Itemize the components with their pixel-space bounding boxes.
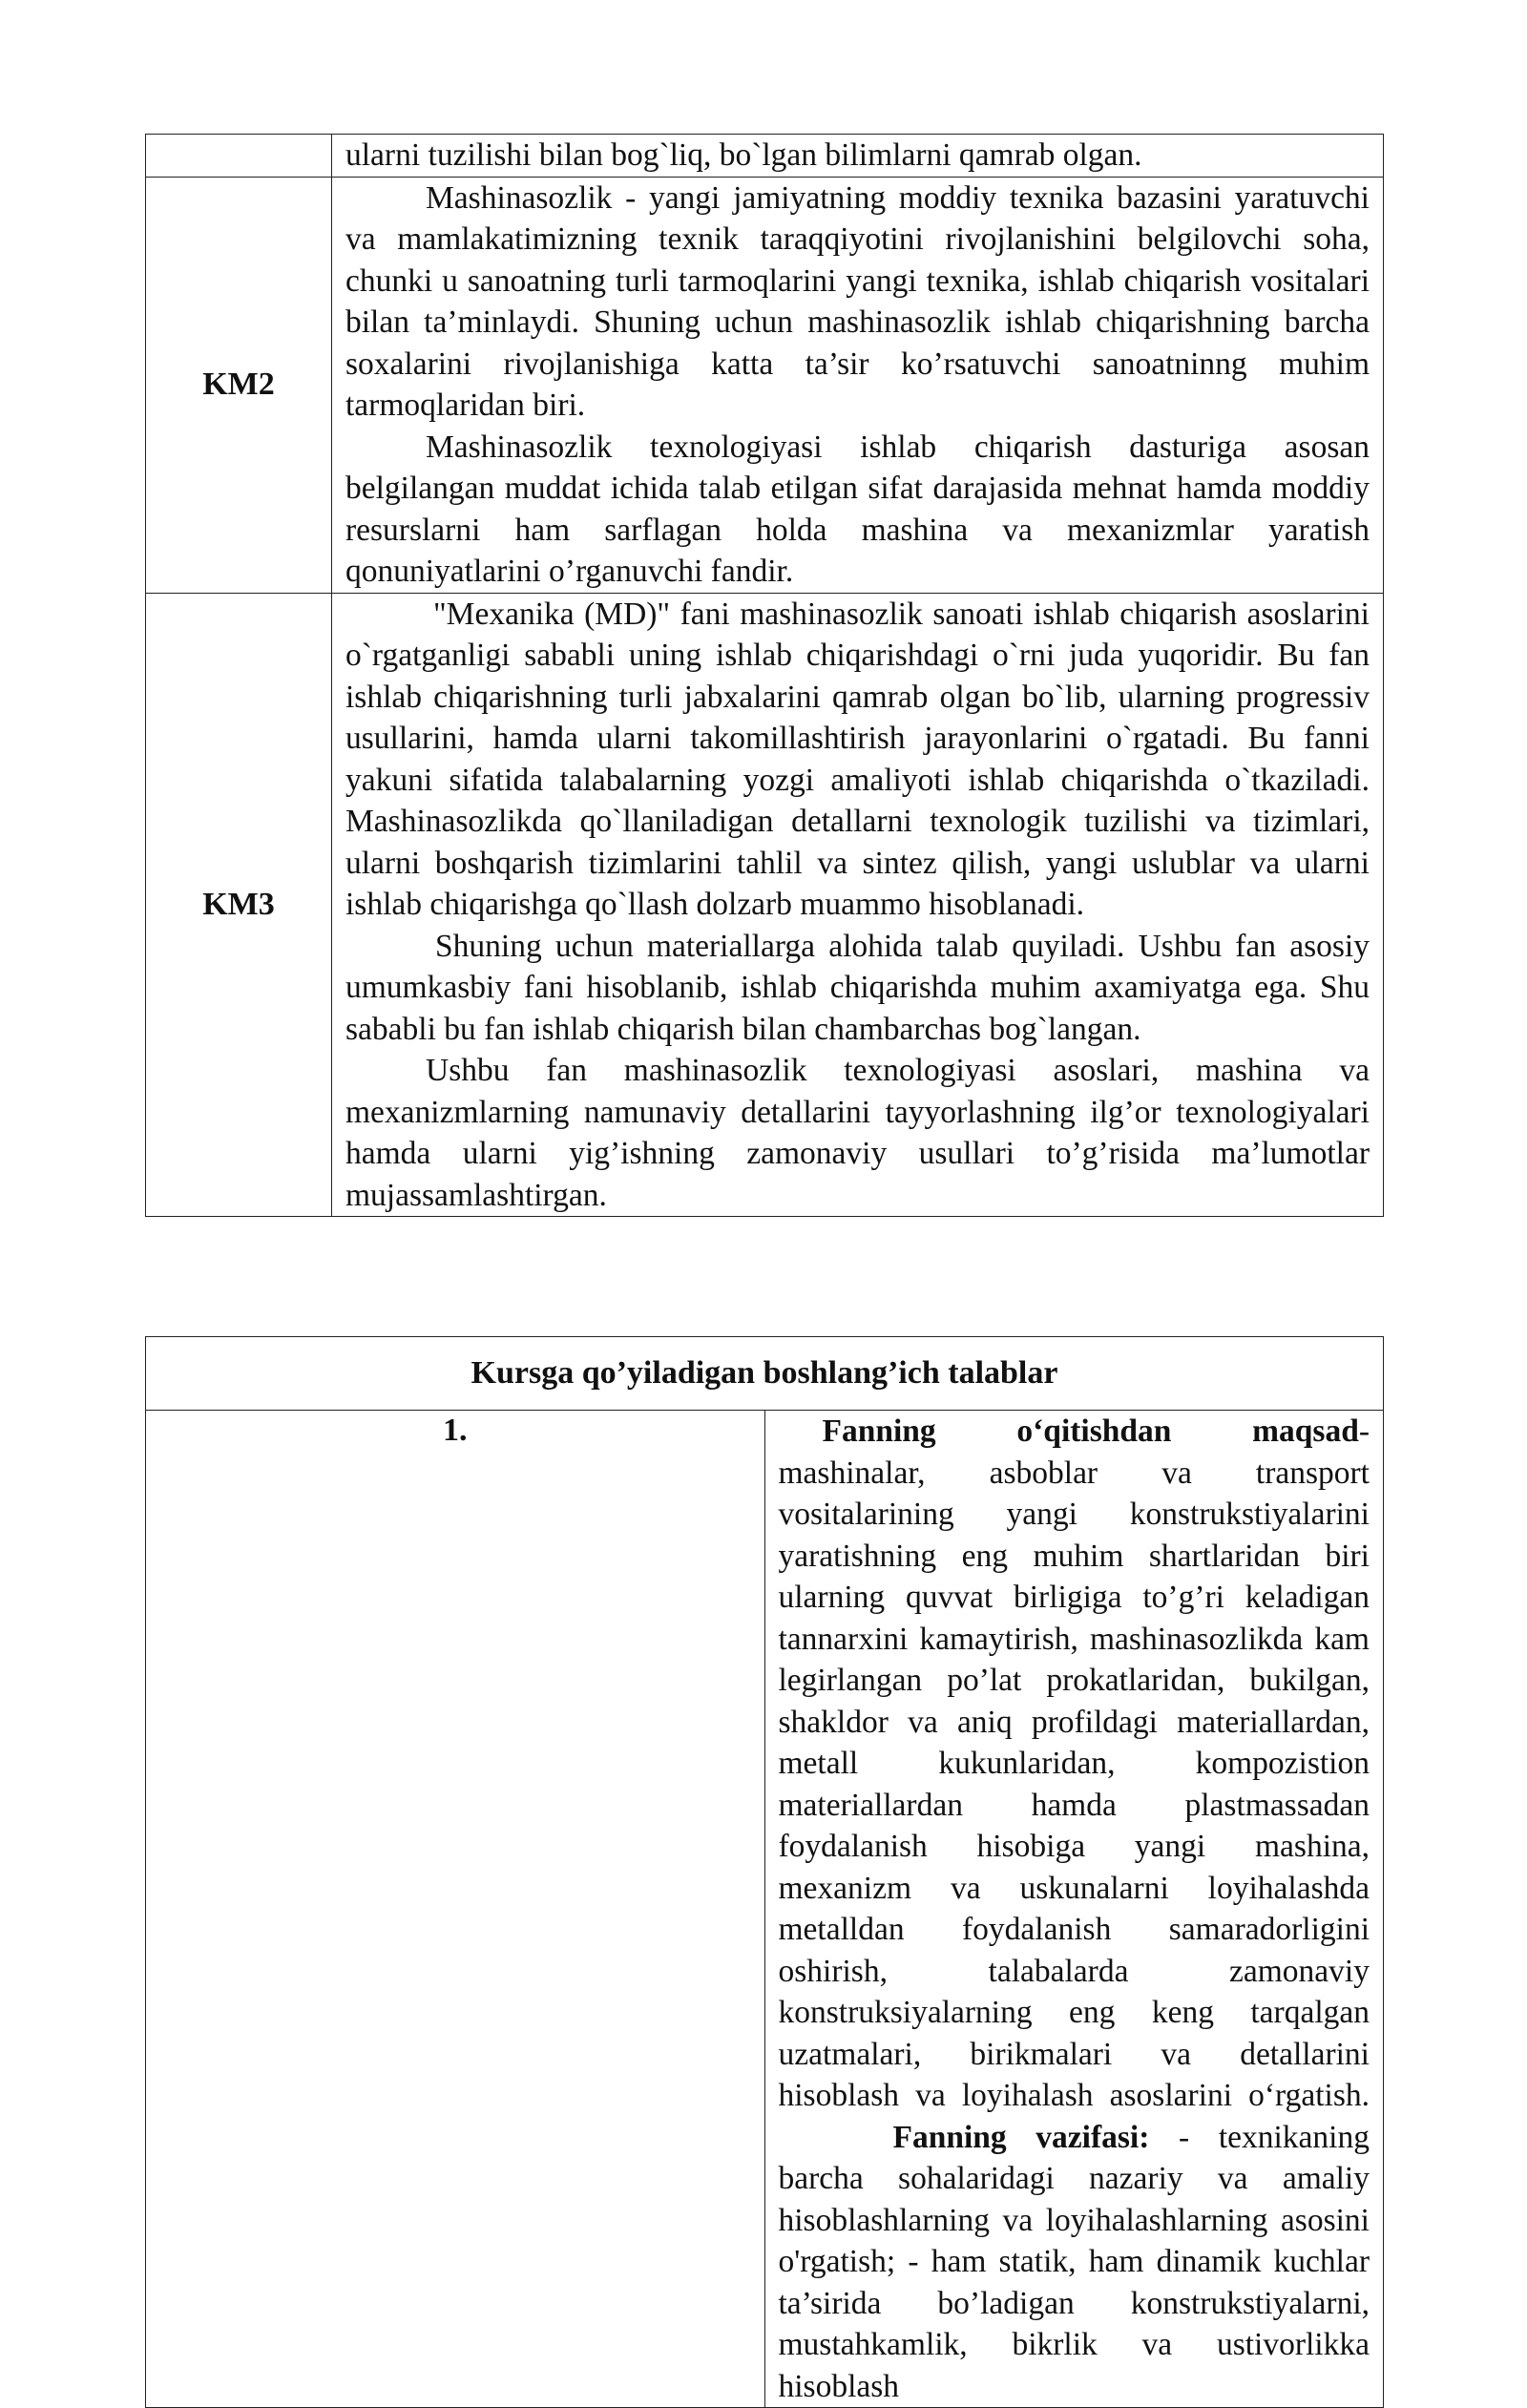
table-heading-row [146, 1337, 1384, 1411]
description-table [145, 134, 1384, 1217]
row-label-km2: KM2 [146, 177, 332, 593]
table-row-km3 [146, 593, 1384, 1217]
paragraph: "Mexanika (MD)" fani mashinasozlik sanoati ishlab chiqarish asoslarini o`rgatganligi sababli uning ishlab chiqarishdagi o`rni juda yuqoridir. Bu fan ishlab chiqarishning turli jabxalarini qamrab olgan bo`lib, ularning progressiv usullarini, hamda ularni takomillashtirish jarayonlarini o`rgatadi. Bu fanni yakuni sifatida talabalarning yozgi amaliyoti ishlab chiqarishda o`tkaziladi. Mashinasozlikda qo`llaniladigan detallarni texnologik tuzilishi va tizimlari, ularni boshqarish tizimlarini tahlil va sintez qilish, yangi uslublar va ularni ishlab chiqarishga qo`llash dolzarb muammo hisoblanadi. [345, 596, 1370, 922]
table-row-km2 [146, 177, 1384, 593]
paragraph: Mashinasozlik texnologiyasi ishlab chiqarish dasturiga asosan belgilangan muddat ichida talab etilgan sifat darajasida mehnat hamda moddiy resurslarni ham sarflagan holda mashina va mexanizmlar yaratish qonuniyatlarini o’rganuvchi fandir. [345, 429, 1370, 589]
row-text-cell [332, 177, 1384, 593]
paragraph: Shuning uchun materiallarga alohida talab quyiladi. Ushbu fan asosiy umumkasbiy fani hisoblanib, ishlab chiqarishda muhim axamiyatga ega. Shu sababli bu fan ishlab chiqarish bilan chambarchas bog`langan. [345, 928, 1370, 1047]
table-heading: Kursga qo’yiladigan boshlang’ich talablar [146, 1337, 1384, 1411]
table-row [146, 1411, 1384, 2408]
row-label [146, 135, 332, 178]
task-heading: Fanning vazifasi: [892, 2119, 1150, 2155]
row-text-cell [332, 135, 1384, 178]
goal-heading: Fanning o‘qitishdan maqsad [822, 1413, 1359, 1449]
requirements-table [145, 1336, 1384, 2408]
paragraph: ularni tuzilishi bilan bog`liq, bo`lgan bilimlarni qamrab olgan. [345, 137, 1142, 173]
table-row [146, 135, 1384, 178]
row-text-cell [332, 593, 1384, 1217]
paragraph: Ushbu fan mashinasozlik texnologiyasi asoslari, mashina va mexanizmlarning namunaviy detallarini tayyorlashning ilg’or texnologiyalari hamda ularni yig’ishning zamonaviy usullari to’g’risida ma’lumotlar mujassamlashtirgan. [345, 1053, 1370, 1213]
paragraph [779, 1411, 1370, 2407]
row-text-cell [764, 1411, 1384, 2408]
task-text: - texnikaning barcha sohalaridagi nazariy va amaliy hisoblashlarning va loyihalashlarning asosini o'rgatish; - ham statik, ham dinamik kuchlar ta’sirida bo’ladigan konstrukstiyalarni, mustahkamlik, bikrlik va ustivorlikka hisoblash [778, 2119, 1370, 2404]
row-number: 1. [146, 1411, 765, 2408]
paragraph: Mashinasozlik - yangi jamiyatning moddiy texnika bazasini yaratuvchi va mamlakatimizning texnik taraqqiyotini rivojlanishini belgilovchi soha, chunki u sanoatning turli tarmoqlarini yangi texnika, ishlab chiqarish vositalari bilan ta’minlaydi. Shuning uchun mashinasozlik ishlab chiqarishning barcha soxalarini rivojlanishiga katta ta’sir ko’rsatuvchi sanoatninng muhim tarmoqlaridan biri. [345, 179, 1370, 423]
row-label-km3: KM3 [146, 593, 332, 1217]
goal-text: - mashinalar, asboblar va transport vositalarining yangi konstrukstiyalarini yaratishning eng muhim shartlaridan biri ularning quvvat birligiga to’g’ri keladigan tannarxini kamaytirish, mashinasozlikda kam legirlangan po’lat prokatlaridan, bukilgan, shakldor va aniq profildagi materiallardan, metall kukunlaridan, kompozistion materiallardan hamda plastmassadan foydalanish hisobiga yangi mashina, mexanizm va uskunalarni loyihalashda metalldan foydalanish samaradorligini oshirish, talabalarda zamonaviy konstruksiyalarning eng keng tarqalgan uzatmalari, birikmalari va detallarini hisoblash va loyihalash asoslarini o‘rgatish. [778, 1413, 1370, 2113]
